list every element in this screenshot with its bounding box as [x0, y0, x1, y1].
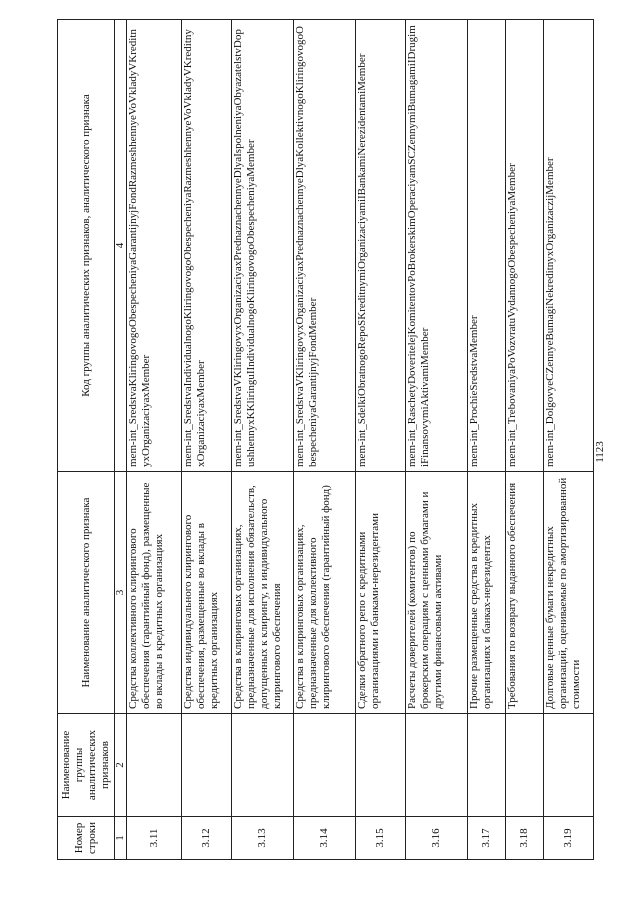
column-number: 3 — [115, 472, 127, 714]
attribute-name-cell: Средства в клиринговых организациях, предназначенные для исполнения обязательств, допущенных к клирингу, и индивидуального клирингового обеспечения — [232, 472, 294, 714]
group-name-cell — [406, 714, 468, 817]
header-row — [58, 20, 115, 860]
group-name-cell — [182, 714, 232, 817]
row-number: 3.11 — [127, 817, 182, 860]
header-group-name: Наименование группы аналитических признаков — [58, 714, 115, 817]
group-name-cell — [232, 714, 294, 817]
attribute-name-cell: Расчеты доверителей (комитентов) по брокерским операциям с ценными бумагами и другими финансовыми активами — [406, 472, 468, 714]
row-number: 3.16 — [406, 817, 468, 860]
rotated-table-container — [57, 20, 582, 860]
code-cell: mem-int_ProchieSredstvaMember — [468, 20, 506, 472]
column-number: 1 — [115, 817, 127, 860]
group-name-cell — [127, 714, 182, 817]
table-row — [506, 20, 544, 860]
table-row — [232, 20, 294, 860]
group-name-cell — [506, 714, 544, 817]
code-cell: mem-int_SredstvaKliringovogoObespecheniyaGarantijnyjFondRazmeshhennyeVoVkladyVKreditnyxOrganizaciyaxMember — [127, 20, 182, 472]
attribute-name-cell: Средства индивидуального клирингового обеспечения, размещенные во вклады в кредитных организациях — [182, 472, 232, 714]
row-number: 3.18 — [506, 817, 544, 860]
table-row — [294, 20, 356, 860]
code-cell: mem-int_SredstvaVKliringovyxOrganizaciyaxPrednaznachennyeDlyaIspolneniyaObyazatelstvDopushhennyxKKliringuIIndividualnogoKliringovogoObespecheniyaMember — [232, 20, 294, 472]
table-row — [127, 20, 182, 860]
row-number: 3.19 — [544, 817, 594, 860]
code-cell: mem-int_DolgovyeCZennyeBumagiNekreditnyxOrganizaczijMember — [544, 20, 594, 472]
code-cell: mem-int_SdelkiObratnogoRepoSKreditnymiOrganizaciyamiIBankamiNerezidentamiMember — [356, 20, 406, 472]
row-number: 3.13 — [232, 817, 294, 860]
table-row — [468, 20, 506, 860]
code-cell: mem-int_SredstvaVKliringovyxOrganizaciyaxPrednaznachennyeDlyaKollektivnogoKliringovogoObespecheniyaGarantijnyjFondMember — [294, 20, 356, 472]
column-number-row — [115, 20, 127, 860]
group-name-cell — [294, 714, 356, 817]
table-row — [356, 20, 406, 860]
attribute-name-cell: Средства коллективного клирингового обеспечения (гарантийный фонд), размещенные во вклады в кредитных организациях — [127, 472, 182, 714]
row-number: 3.14 — [294, 817, 356, 860]
header-row-number: Номер строки — [58, 817, 115, 860]
group-name-cell — [356, 714, 406, 817]
analytic-attributes-table — [57, 19, 594, 860]
table-row — [406, 20, 468, 860]
group-name-cell — [468, 714, 506, 817]
code-cell: mem-int_SredstvaIndividualnogoKliringovogoObespecheniyaRazmeshhennyeVoVkladyVKreditnyxOrganizaciyaxMember — [182, 20, 232, 472]
code-cell: mem-int_RaschetyDoveritelejKomitentovPoBrokerskimOperaciyamSCZennymiBumagamiIDrugimiFinansovymiAktivamiMember — [406, 20, 468, 472]
attribute-name-cell: Требования по возврату выданного обеспечения — [506, 472, 544, 714]
column-number: 4 — [115, 20, 127, 472]
row-number: 3.12 — [182, 817, 232, 860]
column-number: 2 — [115, 714, 127, 817]
code-cell: mem-int_TrebovaniyaPoVozvratuVydannogoObespecheniyaMember — [506, 20, 544, 472]
attribute-name-cell: Средства в клиринговых организациях, предназначенные для коллективного клирингового обеспечения (гарантийный фонд) — [294, 472, 356, 714]
table-row — [182, 20, 232, 860]
header-code: Код группы аналитических признаков, аналитического признака — [58, 20, 115, 472]
attribute-name-cell: Прочие размещенные средства в кредитных организациях и банках-нерезидентах — [468, 472, 506, 714]
page-number: 1123 — [594, 441, 606, 463]
table-row — [544, 20, 594, 860]
header-attribute-name: Наименование аналитического признака — [58, 472, 115, 714]
attribute-name-cell: Сделки обратного репо с кредитными организациями и банками-нерезидентами — [356, 472, 406, 714]
attribute-name-cell: Долговые ценные бумаги некредитных организаций, оцениваемые по амортизированной стоимости — [544, 472, 594, 714]
group-name-cell — [544, 714, 594, 817]
row-number: 3.17 — [468, 817, 506, 860]
row-number: 3.15 — [356, 817, 406, 860]
